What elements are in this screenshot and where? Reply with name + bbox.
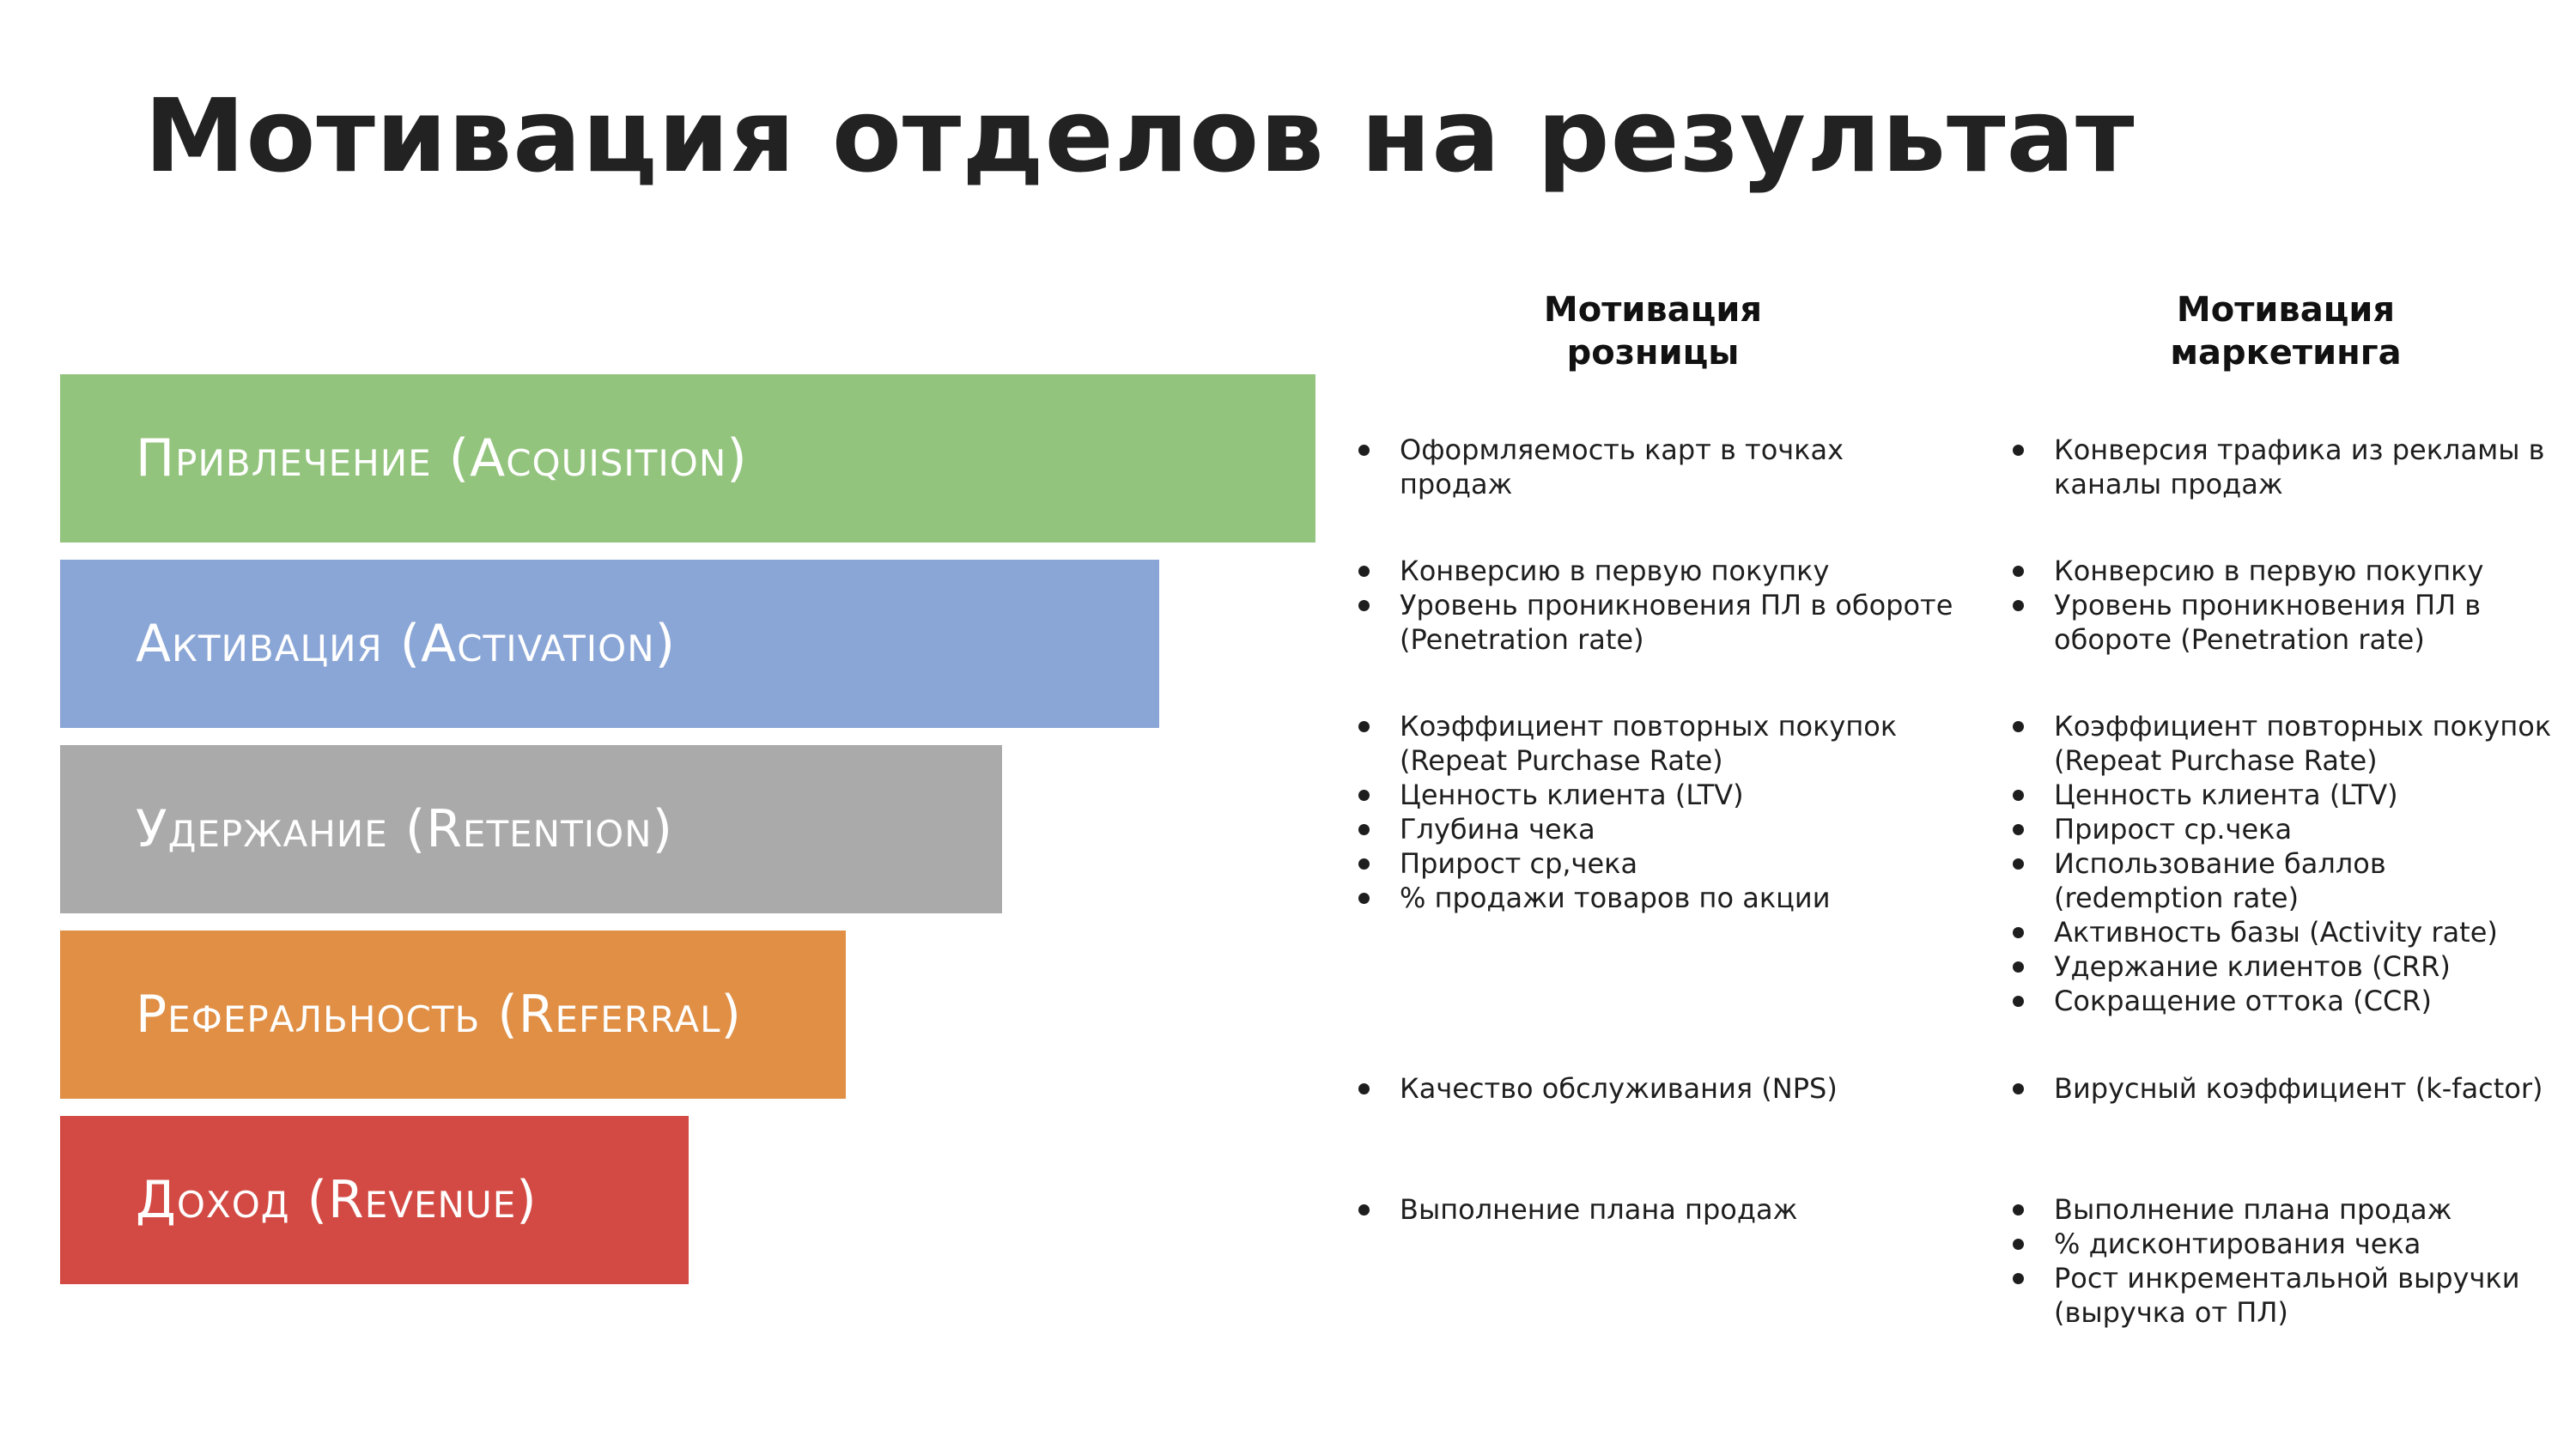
metric-item: Выполнение плана продаж: [2011, 1192, 2561, 1227]
metric-item: Конверсию в первую покупку: [1357, 554, 1958, 588]
funnel-stage-3: Удержание (Retention): [60, 745, 1002, 913]
funnel-stage-2: Активация (Activation): [60, 560, 1159, 728]
funnel-stage-4: Реферальность (Referral): [60, 931, 846, 1099]
metric-item: Качество обслуживания (NPS): [1357, 1071, 1958, 1106]
metric-item: Выполнение плана продаж: [1357, 1192, 1958, 1227]
marketing-metric-group-1: [2011, 433, 2561, 501]
marketing-metric-group-2: [2011, 554, 2561, 657]
metric-item: Оформляемость карт в точках продаж: [1357, 433, 1958, 501]
marketing-metric-group-3: [2011, 709, 2561, 1018]
metric-item: Ценность клиента (LTV): [1357, 778, 1958, 812]
metric-item: Прирост ср.чека: [2011, 812, 2561, 846]
metric-item: Коэффициент повторных покупок (Repeat Purchase Rate): [2011, 709, 2561, 778]
retail-metric-group-1: [1357, 433, 1958, 501]
marketing-column-header: Мотивация маркетинга: [2170, 290, 2402, 373]
metric-item: Конверсия трафика из рекламы в каналы продаж: [2011, 433, 2561, 501]
metric-item: Использование баллов (redemption rate): [2011, 846, 2561, 915]
marketing-metric-group-4: [2011, 1071, 2561, 1106]
metric-item: Активность базы (Activity rate): [2011, 915, 2561, 949]
metric-item: Конверсию в первую покупку: [2011, 554, 2561, 588]
retail-column-header: Мотивация розницы: [1543, 290, 1763, 373]
metric-item: Вирусный коэффициент (k-factor): [2011, 1071, 2561, 1106]
metric-item: Рост инкрементальной выручки (выручка от ПЛ): [2011, 1261, 2561, 1330]
metric-item: Удержание клиентов (CRR): [2011, 949, 2561, 984]
metric-item: Глубина чека: [1357, 812, 1958, 846]
metric-item: Коэффициент повторных покупок (Repeat Purchase Rate): [1357, 709, 1958, 778]
metric-item: Прирост ср,чека: [1357, 846, 1958, 881]
retail-metric-group-2: [1357, 554, 1958, 657]
retail-metric-group-3: [1357, 709, 1958, 915]
funnel-stage-5: Доход (Revenue): [60, 1116, 689, 1284]
funnel-stage-1: Привлечение (Acquisition): [60, 374, 1315, 543]
metric-item: Уровень проникновения ПЛ в обороте (Penetration rate): [1357, 588, 1958, 657]
slide-title: Мотивация отделов на результат: [144, 76, 2136, 195]
metric-item: Уровень проникновения ПЛ в обороте (Penetration rate): [2011, 588, 2561, 657]
marketing-metric-group-5: [2011, 1192, 2561, 1330]
metric-item: Ценность клиента (LTV): [2011, 778, 2561, 812]
retail-metric-group-5: [1357, 1192, 1958, 1227]
metric-item: % дисконтирования чека: [2011, 1227, 2561, 1261]
metric-item: % продажи товаров по акции: [1357, 881, 1958, 915]
retail-metric-group-4: [1357, 1071, 1958, 1106]
metric-item: Сокращение оттока (CCR): [2011, 984, 2561, 1018]
